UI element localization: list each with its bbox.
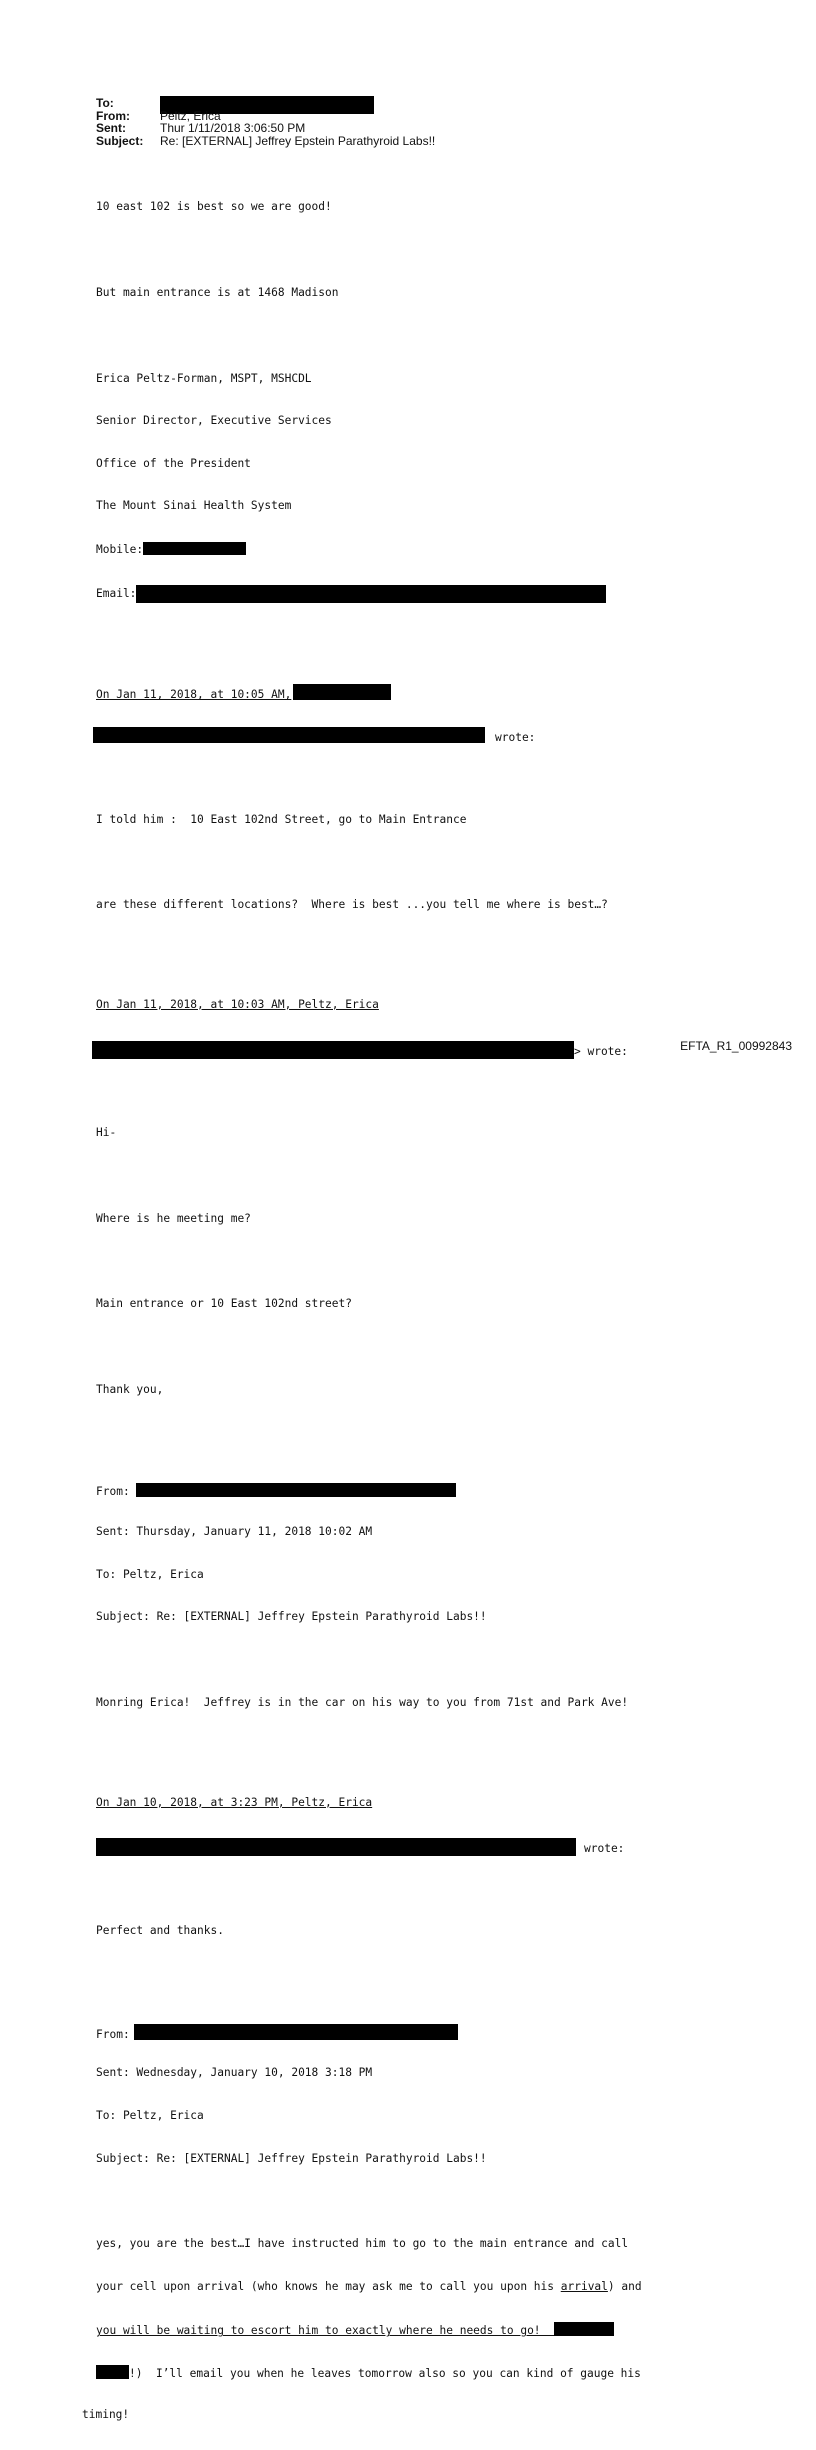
forward-from [96, 2024, 642, 2041]
sent-value: Thur 1/11/2018 3:06:50 PM [160, 121, 306, 135]
forward-body: timing! [82, 2407, 130, 2421]
wrote-label: wrote: [495, 730, 536, 744]
redaction-from [134, 2024, 458, 2040]
body-text-underlined: you will be waiting to escort him to exactly where he needs to go! [96, 2324, 555, 2338]
quote-wrote-line [96, 1041, 642, 1058]
quote-intro-text: On Jan 11, 2018, at 10:05 AM, [96, 688, 292, 702]
forward-to: To: Peltz, Erica [96, 1567, 204, 1581]
quote-line: are these different locations? Where is best ...you tell me where is best…? [96, 898, 608, 912]
redaction-inline [554, 2322, 614, 2336]
signature-mobile [96, 542, 642, 556]
mobile-label: Mobile: [96, 542, 144, 556]
to-label: To: [96, 96, 114, 110]
subject-row [96, 135, 435, 148]
quote-intro-text: On Jan 10, 2018, at 3:23 PM, Peltz, Erica [96, 1795, 373, 1809]
redaction-address [93, 727, 485, 743]
forward-body: yes, you are the best…I have instructed him to go to the main entrance and call [96, 2237, 629, 2251]
subject-value: Re: [EXTERNAL] Jeffrey Epstein Parathyroid Labs!! [160, 133, 436, 148]
quote-line: Perfect and thanks. [96, 1924, 224, 1938]
quote-intro [96, 684, 642, 702]
forward-body [96, 2280, 642, 2294]
forward-body [96, 2365, 642, 2379]
signature-title: Senior Director, Executive Services [96, 414, 332, 428]
body-text: !) I’ll email you when he leaves tomorrow also so you can kind of gauge his [129, 2367, 641, 2381]
forward-sent: Sent: Thursday, January 11, 2018 10:02 AM [96, 1525, 373, 1539]
quote-line: Main entrance or 10 East 102nd street? [96, 1297, 352, 1311]
redaction-address [96, 1838, 576, 1856]
redaction-email [136, 585, 606, 603]
from-label: From: [96, 1484, 130, 1498]
redaction-inline [96, 2365, 129, 2379]
signature-org: The Mount Sinai Health System [96, 499, 292, 513]
quote-line: I told him : 10 East 102nd Street, go to Main Entrance [96, 812, 467, 826]
from-label: From: [96, 108, 130, 123]
redaction-mobile [143, 542, 246, 555]
forward-body: Monring Erica! Jeffrey is in the car on his way to you from 71st and Park Ave! [96, 1696, 629, 1710]
quote-line: Where is he meeting me? [96, 1211, 251, 1225]
quote-line: Thank you, [96, 1382, 164, 1396]
signature-name: Erica Peltz-Forman, MSPT, MSHCDL [96, 371, 312, 385]
sent-label: Sent: [96, 121, 126, 135]
quote-line: Hi- [96, 1126, 117, 1140]
body-text-underlined: arrival [560, 2279, 608, 2293]
forward-from [96, 1483, 642, 1497]
signature-office: Office of the President [96, 456, 251, 470]
wrote-label: > wrote: [574, 1044, 628, 1058]
message-line: 10 east 102 is best so we are good! [96, 200, 332, 214]
to-row [96, 97, 435, 110]
email-body [82, 172, 642, 2450]
forward-sent: Sent: Wednesday, January 10, 2018 3:18 PM [96, 2066, 373, 2080]
quote-intro-text: On Jan 11, 2018, at 10:03 AM, Peltz, Erica [96, 997, 379, 1011]
subject-label: Subject: [96, 133, 144, 148]
body-text: ) and [607, 2279, 642, 2293]
redaction-sender [293, 684, 391, 700]
wrote-label: wrote: [584, 1842, 625, 1856]
quote-intro [96, 1796, 642, 1810]
signature-email [96, 585, 642, 599]
email-label: Email: [96, 586, 137, 600]
message-line: But main entrance is at 1468 Madison [96, 286, 339, 299]
forward-subject: Subject: Re: [EXTERNAL] Jeffrey Epstein Parathyroid Labs!! [96, 1610, 487, 1624]
redaction-from [136, 1483, 456, 1497]
forward-subject: Subject: Re: [EXTERNAL] Jeffrey Epstein Parathyroid Labs!! [96, 2151, 487, 2165]
document-id: EFTA_R1_00992843 [680, 1039, 792, 1053]
email-header [96, 97, 435, 147]
forward-body [96, 2322, 642, 2336]
from-value: Peltz, Erica [160, 108, 221, 123]
quote-intro [96, 998, 642, 1012]
body-text: your cell upon arrival (who knows he may ask me to call you upon his [96, 2279, 561, 2293]
forward-to: To: Peltz, Erica [96, 2109, 204, 2123]
redaction-address [92, 1041, 574, 1059]
quote-wrote-line [96, 727, 642, 744]
quote-wrote-line [96, 1838, 642, 1856]
from-label: From: [96, 2027, 130, 2041]
